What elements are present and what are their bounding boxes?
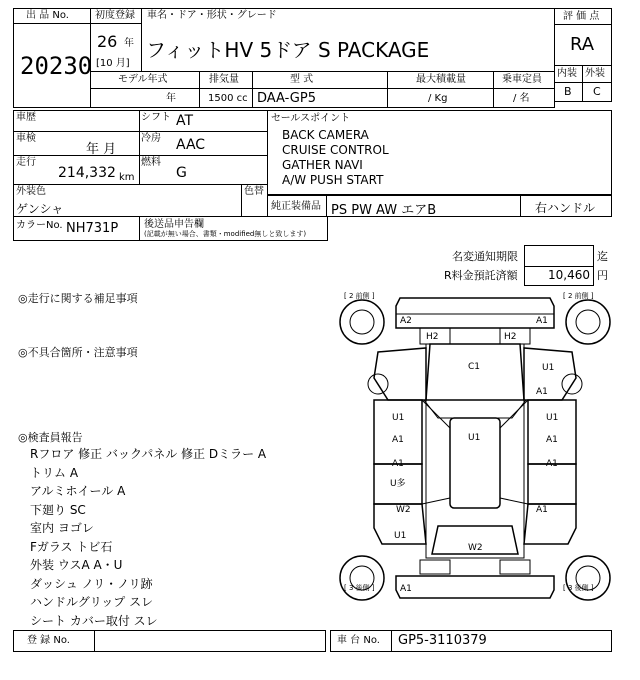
- color-no-value: NH731P: [66, 221, 119, 236]
- name-change-box: [524, 245, 594, 267]
- reg-year: 26: [97, 32, 118, 51]
- mark-front-door-left-2: A1: [392, 435, 404, 445]
- title-label: 車名・ドア・形状・グレード: [147, 10, 277, 21]
- windshield: [424, 400, 526, 418]
- fuel-label: 燃料: [141, 157, 161, 168]
- mark-rear-door-right: A1: [546, 459, 558, 469]
- mark-rear-door-left-1: A1: [392, 459, 404, 469]
- mark-fender-right-1: U1: [542, 363, 555, 373]
- exterior-grade: C: [593, 85, 601, 98]
- sales-point-1: BACK CAMERA: [282, 128, 369, 142]
- sales-point-2: CRUISE CONTROL: [282, 143, 389, 157]
- mark-front-door-right-2: A1: [546, 435, 558, 445]
- ac-label: 冷房: [141, 133, 161, 144]
- model-code: DAA-GP5: [257, 91, 316, 106]
- mark-front-bumper-left: A2: [400, 316, 412, 326]
- mark-headlight-left: H2: [426, 332, 439, 342]
- mark-rear-bumper: A1: [400, 584, 412, 594]
- front-bumper: [396, 298, 554, 328]
- mileage-unit: km: [119, 172, 135, 183]
- inspector-line: トリム A: [30, 465, 79, 480]
- corner-top-left: [ 2 前側 ]: [344, 292, 375, 300]
- inspector-line: ハンドルグリップ スレ: [30, 595, 154, 609]
- sales-point-3: GATHER NAVI: [282, 158, 363, 172]
- inspector-line: 下廻り SC: [30, 502, 86, 517]
- post-doc-note: (記載が無い場合、書類・modified無しと致します): [144, 230, 307, 238]
- fuel-value: G: [176, 165, 187, 181]
- reg-month: [10 月]: [96, 58, 130, 69]
- lot-label: 出 品 No.: [26, 10, 69, 21]
- front-door-left: [374, 400, 422, 464]
- chassis-label: 車 台 No.: [337, 635, 380, 646]
- wheel-rear-right: [566, 556, 610, 600]
- overall-grade: RA: [570, 34, 595, 55]
- rear-bumper: [396, 576, 554, 598]
- displacement-value: 1500 cc: [208, 93, 248, 104]
- inspector-line: シート カバー取付 スレ: [30, 613, 158, 628]
- corner-bottom-left: [ 3 後側 ]: [344, 584, 375, 592]
- taillight-right: [500, 560, 530, 574]
- front-fender-left: [374, 348, 426, 400]
- capacity-value: / 名: [513, 93, 530, 104]
- type-label: 型 式: [290, 74, 314, 85]
- mark-front-door-left-1: U1: [392, 413, 405, 423]
- front-fender-right: [524, 348, 576, 400]
- model-year-label: モデル年式: [118, 74, 168, 85]
- inspector-label: ◎検査員報告: [18, 431, 83, 444]
- inspector-report: [30, 445, 266, 630]
- mark-fender-right-2: A1: [536, 387, 548, 397]
- wheel-front-right: [566, 300, 610, 344]
- mark-rear-fender-right: A1: [536, 505, 548, 515]
- inspection-value: 年 月: [86, 142, 117, 157]
- model-year-unit: 年: [166, 93, 176, 104]
- recycle-value: 10,460: [548, 268, 590, 282]
- mark-rear-door-left-2: U多: [390, 479, 406, 489]
- mileage-value: 214,332: [58, 165, 116, 181]
- capacity-label: 乗車定員: [502, 74, 542, 85]
- year-suffix: 年: [124, 38, 134, 49]
- inspector-line: 室内 ヨゴレ: [30, 521, 94, 535]
- color-no-label: カラーNo.: [16, 220, 63, 231]
- mark-front-door-right-1: U1: [546, 413, 559, 423]
- defects-label: ◎不具合箇所・注意事項: [18, 346, 138, 359]
- wheel-front-left: [340, 300, 384, 344]
- equipment-value: PS PW AW エアB: [331, 203, 437, 218]
- chassis-number: GP5-3110379: [398, 633, 487, 648]
- inspection-label: 車検: [16, 133, 36, 144]
- mark-hood: C1: [468, 362, 481, 372]
- wheel-rear-left: [340, 556, 384, 600]
- grade-label: 評 価 点: [563, 11, 600, 22]
- mark-front-bumper-right: A1: [536, 316, 548, 326]
- mark-roof: U1: [468, 433, 481, 443]
- car-diagram: [338, 288, 612, 628]
- inspector-line: Fガラス トビ石: [30, 539, 113, 554]
- wheel-front-right-hub: [576, 310, 600, 334]
- corner-top-right: [ 2 前側 ]: [563, 292, 594, 300]
- equipment-label: 純正装備品: [271, 201, 321, 212]
- interior-label: 内装: [557, 68, 577, 79]
- first-reg-label: 初度登録: [95, 10, 135, 21]
- rear-fender-right: [524, 504, 576, 544]
- corner-bottom-right: [ 3 後側 ]: [563, 584, 594, 592]
- history-label: 車歴: [16, 112, 36, 123]
- reg-no-label: 登 録 No.: [27, 635, 70, 646]
- car-name: フィットHV 5ドア S PACKAGE: [146, 38, 430, 62]
- mark-rear-fender-left-1: W2: [396, 505, 411, 515]
- name-change-suffix: 迄: [597, 250, 608, 263]
- hood: [426, 344, 524, 400]
- exterior-label: 外装: [585, 68, 605, 79]
- name-change-label: 名変通知期限: [452, 250, 518, 263]
- post-doc-label: 後送品申告欄: [144, 219, 204, 230]
- inspector-line: Rフロア 修正 バックパネル 修正 Dミラー A: [30, 447, 267, 461]
- mark-rear-hatch: W2: [468, 543, 483, 553]
- driving-notes-label: ◎走行に関する補足事項: [18, 292, 138, 305]
- roof: [450, 418, 500, 508]
- front-door-right: [528, 400, 576, 464]
- mark-headlight-right: H2: [504, 332, 517, 342]
- mark-rear-fender-left-2: U1: [394, 531, 407, 541]
- taillight-left: [420, 560, 450, 574]
- mileage-label: 走行: [16, 157, 36, 168]
- rear-door-right: [528, 464, 576, 504]
- steering-value: 右ハンドル: [535, 201, 596, 215]
- lot-number: 20230: [20, 52, 93, 80]
- wheel-front-left-hub: [350, 310, 374, 334]
- recycle-unit: 円: [597, 269, 608, 282]
- color-change-label: 色替: [244, 186, 264, 197]
- ac-value: AAC: [176, 137, 206, 153]
- interior-grade: B: [564, 85, 572, 98]
- color-label: 外装色: [16, 186, 46, 197]
- color-value: ゲンシャ: [16, 202, 64, 216]
- inspector-line: ダッシュ ノリ・ノリ跡: [30, 576, 153, 591]
- inspector-line: アルミホイール A: [30, 484, 126, 498]
- inspector-line: 外装 ウスA A・U: [30, 558, 123, 572]
- sales-point-4: A/W PUSH START: [282, 173, 384, 187]
- sales-points-label: セールスポイント: [271, 113, 351, 124]
- displacement-label: 排気量: [209, 74, 239, 85]
- shift-label: シフト: [141, 112, 171, 123]
- shift-value: AT: [176, 113, 194, 129]
- load-value: / Kg: [428, 93, 448, 104]
- recycle-label: R料金預託済額: [444, 269, 518, 282]
- load-label: 最大積載量: [416, 74, 466, 85]
